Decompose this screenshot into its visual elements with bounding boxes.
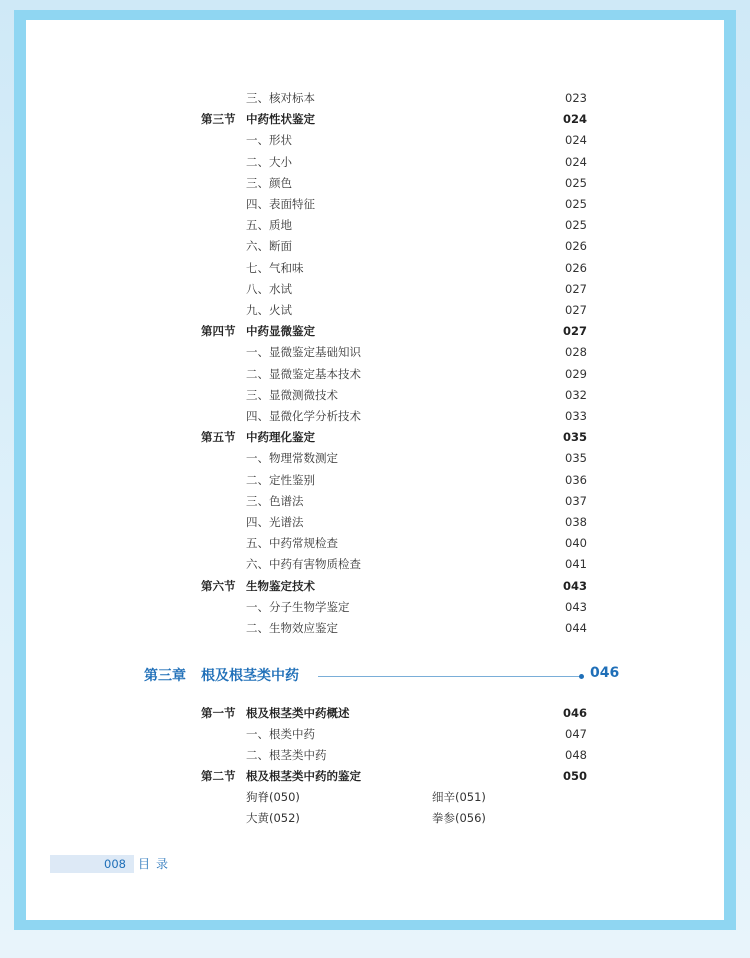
- toc-item-row[interactable]: [26, 236, 724, 257]
- toc-page-number: 027: [565, 281, 587, 296]
- toc-item-row[interactable]: [26, 88, 724, 109]
- toc-title: 一、根类中药: [246, 727, 315, 741]
- chapter-leader-line: [318, 676, 580, 677]
- toc-page-number: 029: [565, 366, 587, 381]
- toc-page-number: 024: [565, 154, 587, 169]
- toc-page-number: 027: [562, 324, 587, 339]
- toc-title: 根及根茎类中药的鉴定: [246, 769, 361, 783]
- toc-title: 根及根茎类中药概述: [246, 706, 350, 720]
- toc-item-row[interactable]: [26, 258, 724, 279]
- footer-page-number: 008: [104, 857, 126, 871]
- toc-item-row[interactable]: [26, 173, 724, 194]
- toc-page-number: 038: [565, 515, 587, 529]
- toc-section-number: 第二节: [201, 769, 236, 783]
- toc-page-number: 047: [565, 727, 587, 741]
- toc-title: 三、核对标本: [246, 91, 315, 105]
- toc-section-number: 第六节: [201, 578, 236, 593]
- toc-title: 二、大小: [246, 154, 292, 169]
- toc-item-row[interactable]: [26, 724, 724, 745]
- toc-title: 三、显微测微技术: [246, 387, 338, 402]
- toc-page-number: 040: [565, 536, 587, 551]
- toc-page-number: 032: [565, 387, 587, 402]
- chapter-heading[interactable]: [26, 663, 724, 689]
- toc-item-row[interactable]: [26, 279, 724, 300]
- herb-entry[interactable]: 细辛(051): [432, 790, 486, 804]
- chapter-title: 根及根茎类中药: [201, 668, 299, 684]
- toc-title: 六、断面: [246, 239, 292, 254]
- toc-item-row[interactable]: [26, 194, 724, 215]
- toc-item-row[interactable]: [26, 597, 724, 618]
- toc-page-number: 041: [565, 557, 587, 572]
- toc-section-row[interactable]: [26, 427, 724, 448]
- toc-title: 一、分子生物学鉴定: [246, 599, 350, 614]
- toc-title: 生物鉴定技术: [246, 578, 315, 593]
- toc-item-row[interactable]: [26, 152, 724, 173]
- footer-label: 目录: [138, 857, 175, 871]
- toc-item-row[interactable]: [26, 215, 724, 236]
- toc-page-number: 025: [565, 218, 587, 233]
- toc-section-number: 第一节: [201, 706, 236, 720]
- chapter-page: 046: [590, 665, 620, 681]
- toc-title: 六、中药有害物质检查: [246, 557, 361, 572]
- toc-page-number: 035: [565, 451, 587, 466]
- toc-page-number: 033: [565, 409, 587, 423]
- toc-page-number: 026: [565, 239, 587, 254]
- toc-title: 一、显微鉴定基础知识: [246, 345, 361, 360]
- herb-entry[interactable]: 拳参(056): [432, 811, 486, 825]
- toc-item-row[interactable]: [26, 554, 724, 575]
- toc-section-number: 第五节: [201, 430, 236, 445]
- toc-page-number: 037: [565, 493, 587, 508]
- toc-title: 三、色谱法: [246, 493, 304, 508]
- toc-page: [26, 20, 724, 920]
- toc-section-number: 第四节: [201, 324, 236, 339]
- toc-title: 二、定性鉴别: [246, 472, 315, 487]
- toc-section-row[interactable]: [26, 109, 724, 130]
- toc-title: 二、生物效应鉴定: [246, 621, 338, 635]
- toc-item-row[interactable]: [26, 512, 724, 533]
- toc-title: 中药性状鉴定: [246, 112, 315, 127]
- toc-page-number: 036: [565, 472, 587, 487]
- toc-title: 四、显微化学分析技术: [246, 409, 361, 423]
- toc-page-number: 035: [562, 430, 587, 445]
- toc-page-number: 027: [565, 303, 587, 317]
- toc-title: 五、中药常规检查: [246, 536, 338, 551]
- toc-item-row[interactable]: [26, 130, 724, 151]
- toc-item-row[interactable]: [26, 533, 724, 554]
- toc-title: 九、火试: [246, 303, 292, 317]
- toc-page-number: 026: [565, 260, 587, 275]
- toc-title: 一、形状: [246, 133, 292, 148]
- toc-title: 四、表面特征: [246, 197, 315, 211]
- toc-page-number: 046: [562, 706, 587, 720]
- toc-page-number: 043: [562, 578, 587, 593]
- toc-title: 中药显微鉴定: [246, 324, 315, 339]
- toc-page-number: 023: [565, 91, 587, 105]
- toc-title: 五、质地: [246, 218, 292, 233]
- toc-item-row[interactable]: [26, 342, 724, 363]
- toc-title: 八、水试: [246, 281, 292, 296]
- chapter-number: 第三章: [144, 668, 186, 684]
- toc-page-number: 044: [565, 621, 587, 635]
- herb-entry[interactable]: 狗脊(050): [246, 790, 300, 804]
- toc-page-number: 025: [565, 197, 587, 211]
- toc-title: 二、显微鉴定基本技术: [246, 366, 361, 381]
- toc-section-number: 第三节: [201, 112, 236, 127]
- toc-title: 四、光谱法: [246, 515, 304, 529]
- toc-page-number: 024: [565, 133, 587, 148]
- toc-section-row[interactable]: [26, 576, 724, 597]
- toc-item-row[interactable]: [26, 491, 724, 512]
- herb-entry[interactable]: 大黄(052): [246, 811, 300, 825]
- toc-item-row[interactable]: [26, 618, 724, 639]
- toc-page-number: 025: [565, 175, 587, 190]
- toc-title: 二、根茎类中药: [246, 748, 327, 762]
- toc-title: 中药理化鉴定: [246, 430, 315, 445]
- toc-page-number: 043: [565, 599, 587, 614]
- toc-page-number: 048: [565, 748, 587, 762]
- toc-section-row[interactable]: [26, 321, 724, 342]
- toc-item-row[interactable]: [26, 300, 724, 321]
- toc-section-row[interactable]: [26, 703, 724, 724]
- toc-item-row[interactable]: [26, 470, 724, 491]
- toc-page-number: 050: [562, 769, 587, 783]
- toc-item-row[interactable]: [26, 406, 724, 427]
- toc-item-row[interactable]: [26, 448, 724, 469]
- toc-item-row[interactable]: [26, 745, 724, 766]
- toc-page-number: 028: [565, 345, 587, 360]
- toc-title: 一、物理常数测定: [246, 451, 338, 466]
- toc-title: 三、颜色: [246, 175, 292, 190]
- toc-page-number: 024: [562, 112, 587, 127]
- toc-item-row[interactable]: [26, 385, 724, 406]
- toc-item-row[interactable]: [26, 364, 724, 385]
- toc-title: 七、气和味: [246, 260, 304, 275]
- chapter-leader-dot: [579, 674, 584, 679]
- toc-section-row[interactable]: [26, 766, 724, 787]
